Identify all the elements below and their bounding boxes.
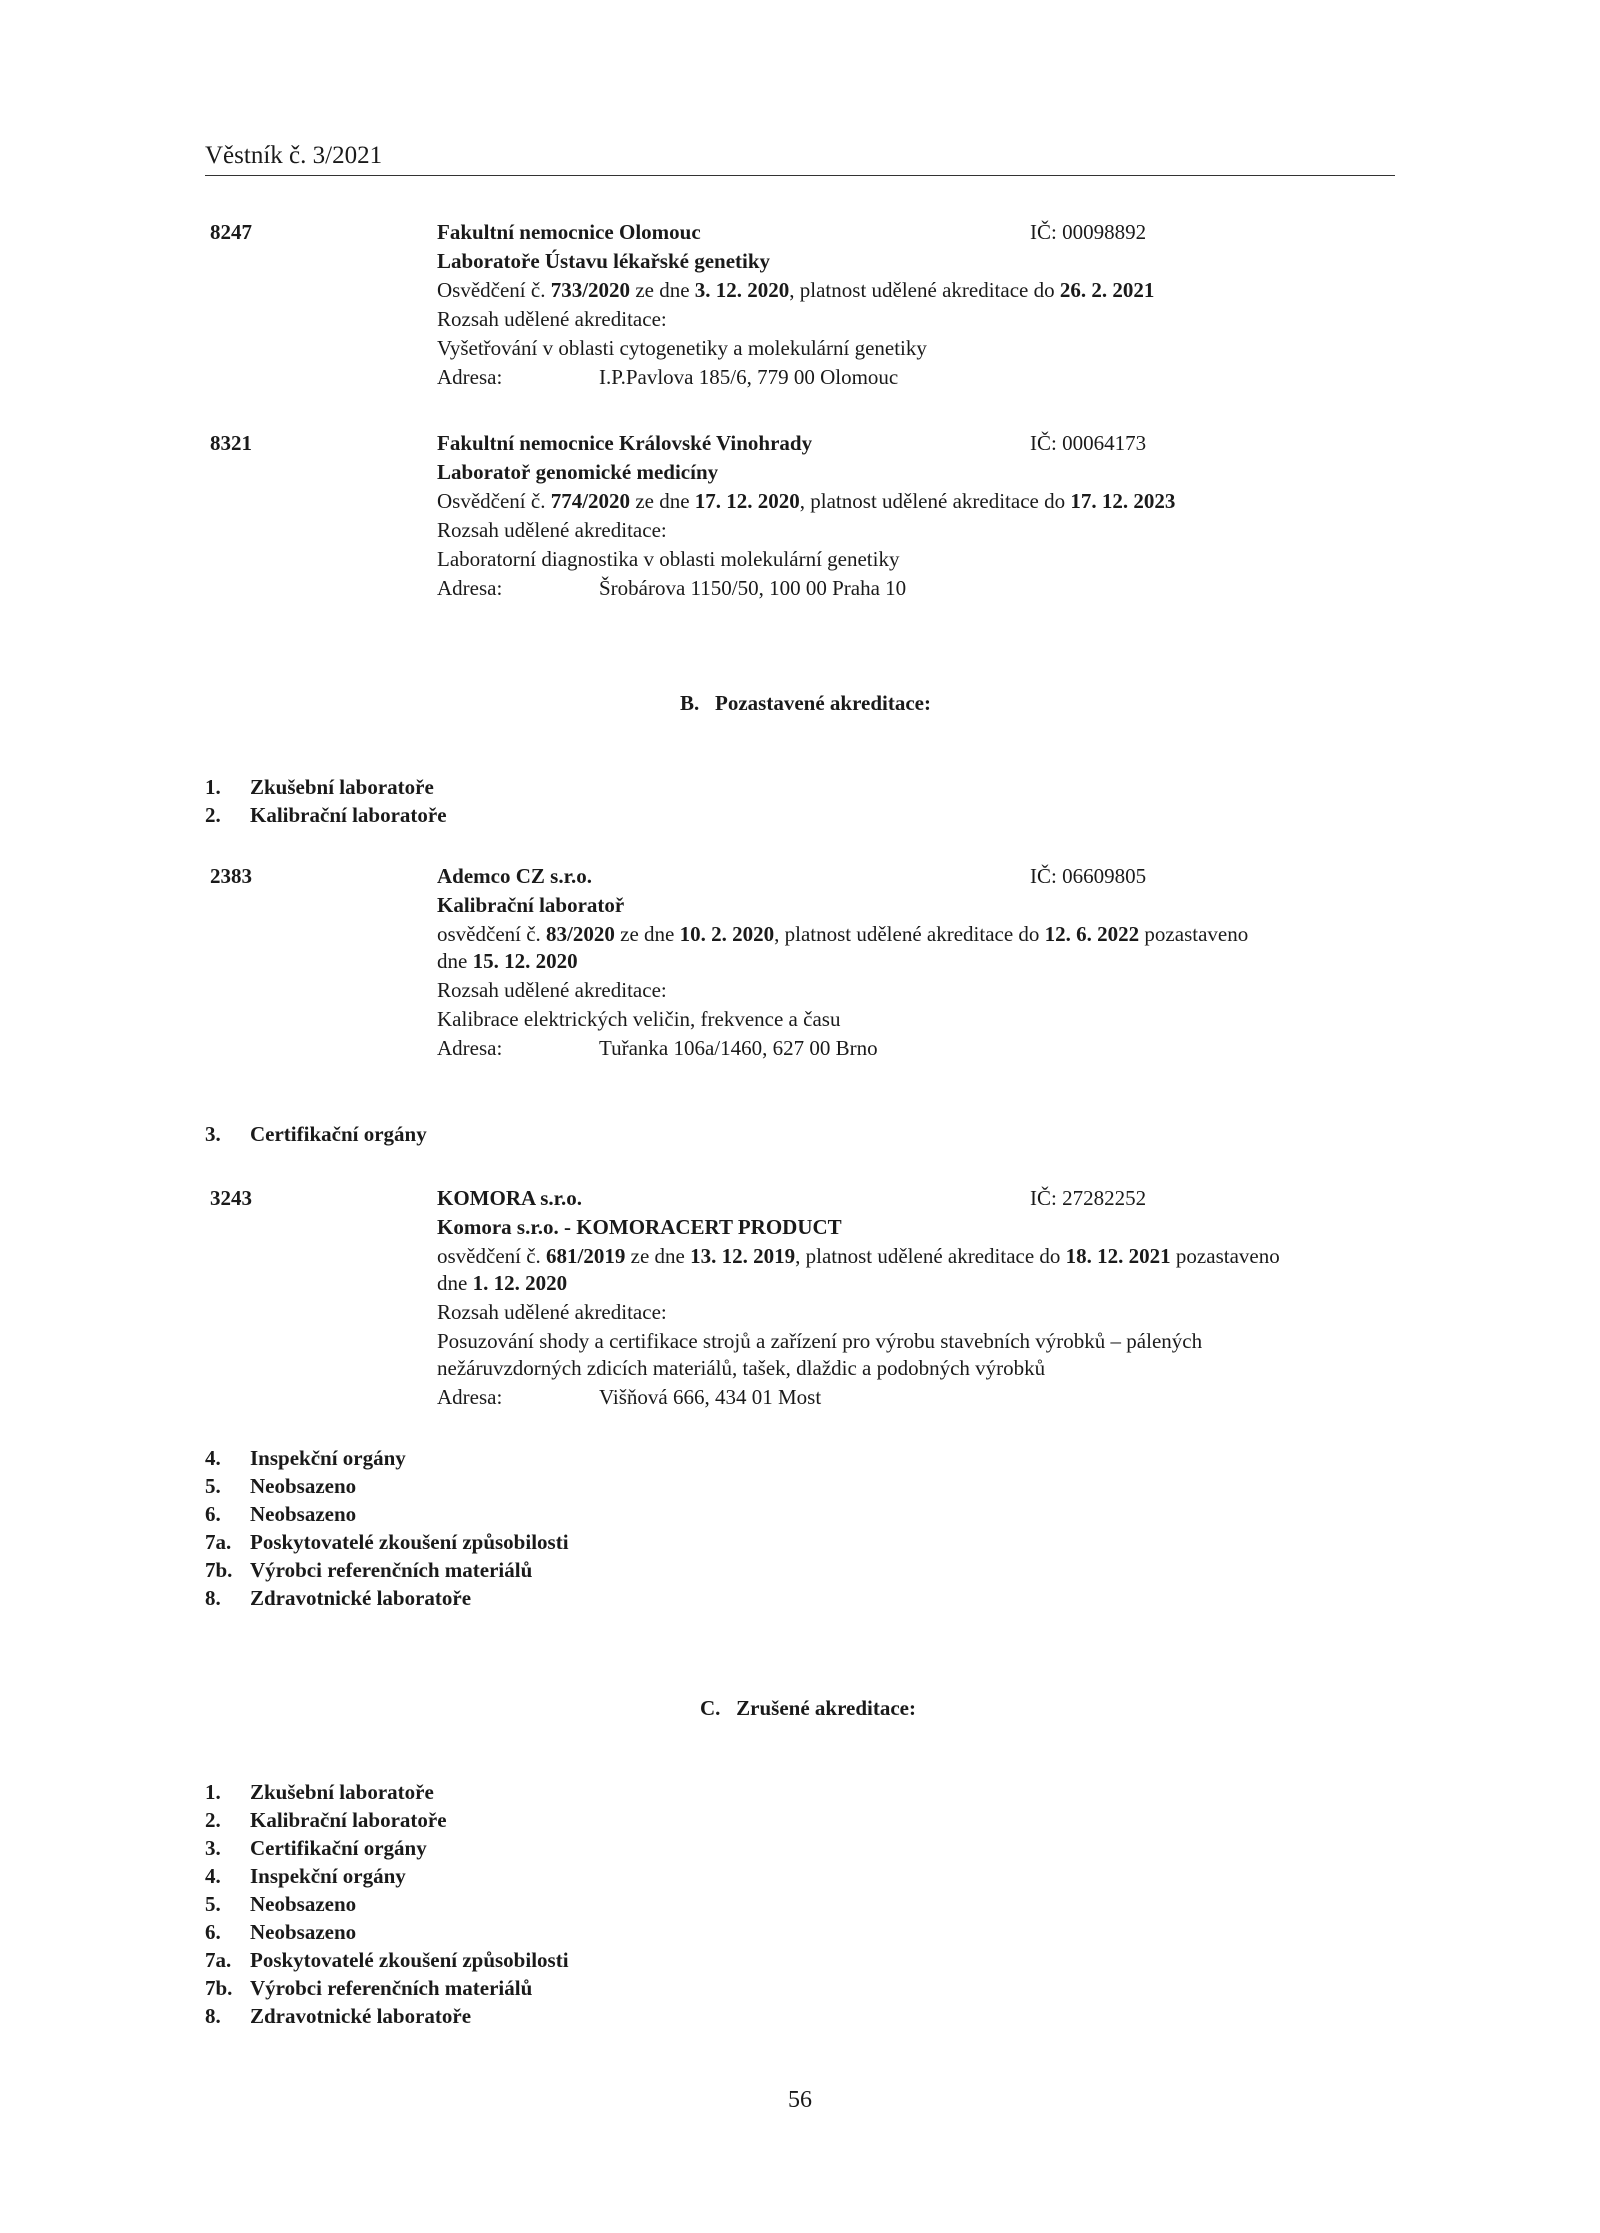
entry-scope-label: Rozsah udělené akreditace:	[437, 978, 667, 1002]
list-item-label: Inspekční orgány	[250, 1864, 406, 1888]
entry-scope: Kalibrace elektrických veličin, frekvence a času	[437, 1007, 841, 1031]
entry-number: 8247	[210, 220, 252, 244]
entry-organization: Fakultní nemocnice Královské Vinohrady	[437, 431, 813, 455]
list-item-label: Neobsazeno	[250, 1892, 357, 1916]
list-item-number: 6.	[205, 1502, 221, 1526]
entry-suspension-date: dne 15. 12. 2020	[437, 949, 578, 973]
section-b-heading: B. Pozastavené akreditace:	[680, 691, 931, 715]
entry-address-label: Adresa:	[437, 1385, 503, 1409]
list-item-label: Inspekční orgány	[250, 1446, 406, 1470]
entry-subtitle: Laboratoř genomické medicíny	[437, 460, 719, 484]
list-item-label: Výrobci referenčních materiálů	[250, 1558, 533, 1582]
entry-address: Tuřanka 106a/1460, 627 00 Brno	[599, 1036, 878, 1060]
entry-ic: IČ: 27282252	[1030, 1186, 1147, 1210]
list-item-label: Zdravotnické laboratoře	[250, 1586, 472, 1610]
entry-scope-label: Rozsah udělené akreditace:	[437, 518, 667, 542]
entry-subtitle: Laboratoře Ústavu lékařské genetiky	[437, 249, 771, 273]
list-item-label: Zkušební laboratoře	[250, 1780, 434, 1804]
entry-scope-label: Rozsah udělené akreditace:	[437, 1300, 667, 1324]
entry-organization: Fakultní nemocnice Olomouc	[437, 220, 701, 244]
entry-subtitle: Komora s.r.o. - KOMORACERT PRODUCT	[437, 1215, 842, 1239]
entry-ic: IČ: 06609805	[1030, 864, 1147, 888]
list-item-number: 8.	[205, 1586, 221, 1610]
entry-address: Višňová 666, 434 01 Most	[599, 1385, 822, 1409]
header-rule	[205, 175, 1395, 176]
list-item-label: Zdravotnické laboratoře	[250, 2004, 472, 2028]
entry-address-label: Adresa:	[437, 576, 503, 600]
list-item-number: 4.	[205, 1864, 221, 1888]
entry-address-label: Adresa:	[437, 365, 503, 389]
entry-certificate: Osvědčení č. 774/2020 ze dne 17. 12. 2020, platnost udělené akreditace do 17. 12. 2023	[437, 489, 1176, 513]
entry-ic: IČ: 00064173	[1030, 431, 1147, 455]
list-item-label: Certifikační orgány	[250, 1836, 427, 1860]
entry-subtitle: Kalibrační laboratoř	[437, 893, 625, 917]
page-number: 56	[788, 2087, 812, 2113]
list-item-number: 5.	[205, 1474, 221, 1498]
entry-certificate: Osvědčení č. 733/2020 ze dne 3. 12. 2020, platnost udělené akreditace do 26. 2. 2021	[437, 278, 1155, 302]
entry-organization: Ademco CZ s.r.o.	[437, 864, 592, 888]
list-item-label: Poskytovatelé zkoušení způsobilosti	[250, 1948, 569, 1972]
list-item-label: Kalibrační laboratoře	[250, 1808, 447, 1832]
list-item-number: 7a.	[205, 1530, 232, 1554]
entry-number: 3243	[210, 1186, 252, 1210]
entry-address: I.P.Pavlova 185/6, 779 00 Olomouc	[599, 365, 899, 389]
list-item-label: Certifikační orgány	[250, 1122, 427, 1146]
entry-suspension-date: dne 1. 12. 2020	[437, 1271, 568, 1295]
entry-number: 8321	[210, 431, 252, 455]
list-item-label: Poskytovatelé zkoušení způsobilosti	[250, 1530, 569, 1554]
list-item-number: 8.	[205, 2004, 221, 2028]
list-item-number: 7b.	[205, 1976, 233, 2000]
entry-address-label: Adresa:	[437, 1036, 503, 1060]
entry-scope-line-2: nežáruvzdorných zdicích materiálů, tašek, dlaždic a podobných výrobků	[437, 1356, 1046, 1380]
list-item-label: Neobsazeno	[250, 1502, 357, 1526]
entry-scope-line-1: Posuzování shody a certifikace strojů a zařízení pro výrobu stavebních výrobků – pálených	[437, 1329, 1203, 1353]
list-item-number: 3.	[205, 1836, 221, 1860]
list-item-number: 4.	[205, 1446, 221, 1470]
list-item-number: 5.	[205, 1892, 221, 1916]
list-item-number: 2.	[205, 803, 221, 827]
list-item-label: Výrobci referenčních materiálů	[250, 1976, 533, 2000]
list-item-number: 1.	[205, 775, 221, 799]
list-item-number: 7b.	[205, 1558, 233, 1582]
entry-scope: Laboratorní diagnostika v oblasti molekulární genetiky	[437, 547, 900, 571]
entry-address: Šrobárova 1150/50, 100 00 Praha 10	[599, 576, 907, 600]
entry-number: 2383	[210, 864, 252, 888]
list-item-label: Zkušební laboratoře	[250, 775, 434, 799]
entry-scope-label: Rozsah udělené akreditace:	[437, 307, 667, 331]
page-header-title: Věstník č. 3/2021	[205, 142, 383, 169]
list-item-label: Kalibrační laboratoře	[250, 803, 447, 827]
list-item-number: 1.	[205, 1780, 221, 1804]
entry-scope: Vyšetřování v oblasti cytogenetiky a molekulární genetiky	[437, 336, 927, 360]
section-c-heading: C. Zrušené akreditace:	[700, 1696, 916, 1720]
entry-ic: IČ: 00098892	[1030, 220, 1147, 244]
list-item-number: 3.	[205, 1122, 221, 1146]
list-item-label: Neobsazeno	[250, 1474, 357, 1498]
entry-certificate: osvědčení č. 83/2020 ze dne 10. 2. 2020, platnost udělené akreditace do 12. 6. 2022 pozastaveno	[437, 922, 1249, 946]
entry-certificate: osvědčení č. 681/2019 ze dne 13. 12. 2019, platnost udělené akreditace do 18. 12. 2021 pozastaveno	[437, 1244, 1280, 1268]
entry-organization: KOMORA s.r.o.	[437, 1186, 583, 1210]
list-item-number: 6.	[205, 1920, 221, 1944]
list-item-label: Neobsazeno	[250, 1920, 357, 1944]
list-item-number: 7a.	[205, 1948, 232, 1972]
list-item-number: 2.	[205, 1808, 221, 1832]
